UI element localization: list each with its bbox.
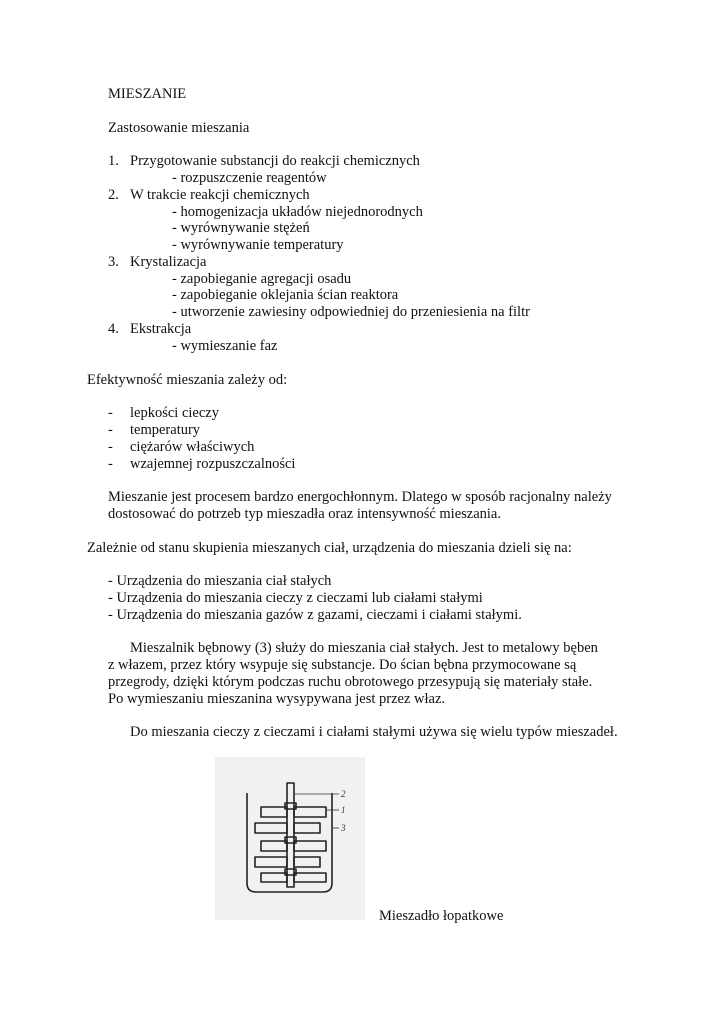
mixer-shaft xyxy=(287,783,294,887)
paddle-mixer-figure xyxy=(215,757,365,920)
bullet-item: temperatury xyxy=(130,422,201,438)
paragraph-line: Do mieszania cieczy z cieczami i ciałami stałymi używa się wielu typów mieszadeł. xyxy=(130,724,618,740)
bullet-dash: - xyxy=(108,422,113,438)
list-item: Ekstrakcja xyxy=(130,321,192,337)
device-item: - Urządzenia do mieszania cieczy z cieczami lub ciałami stałymi xyxy=(108,590,483,606)
figure-caption: Mieszadło łopatkowe xyxy=(379,908,504,924)
bullet-item: lepkości cieczy xyxy=(130,405,219,421)
paddle-blade xyxy=(294,807,326,817)
bullet-dash: - xyxy=(108,439,113,455)
list-subitem: - rozpuszczenie reagentów xyxy=(172,170,327,186)
list-subitem: - wyrównywanie stężeń xyxy=(172,220,310,236)
list-subitem: - zapobieganie oklejania ścian reaktora xyxy=(172,287,399,303)
paddle-blade xyxy=(294,873,326,882)
paddle-blade xyxy=(261,873,287,882)
device-item: - Urządzenia do mieszania ciał stałych xyxy=(108,573,332,589)
paragraph-line: Mieszanie jest procesem bardzo energochłonnym. Dlatego w sposób racjonalny należy xyxy=(108,489,612,505)
list-number: 1. xyxy=(108,153,119,169)
document-title: MIESZANIE xyxy=(108,86,187,102)
efficiency-heading: Efektywność mieszania zależy od: xyxy=(87,372,288,388)
paddle-mixer-diagram xyxy=(215,757,365,920)
paddle-blade xyxy=(261,841,287,851)
paddle-blade xyxy=(261,807,287,817)
list-subitem: - wymieszanie faz xyxy=(172,338,278,354)
paragraph-line: Mieszalnik bębnowy (3) służy do mieszania ciał stałych. Jest to metalowy bęben xyxy=(130,640,598,656)
device-item: - Urządzenia do mieszania gazów z gazami, cieczami i ciałami stałymi. xyxy=(108,607,522,623)
devices-heading: Zależnie od stanu skupienia mieszanych ciał, urządzenia do mieszania dzieli się na: xyxy=(87,540,572,556)
paragraph-line: z włazem, przez który wsypuje się substancje. Do ścian bębna przymocowane są xyxy=(108,657,577,673)
list-item: Krystalizacja xyxy=(130,254,207,270)
list-number: 3. xyxy=(108,254,119,270)
list-subitem: - zapobieganie agregacji osadu xyxy=(172,271,352,287)
paragraph-line: Po wymieszaniu mieszanina wysypywana jest przez właz. xyxy=(108,691,446,707)
bullet-dash: - xyxy=(108,456,113,472)
paragraph-line: przegrody, dzięki którym podczas ruchu obrotowego przesypują się materiały stałe. xyxy=(108,674,593,690)
list-number: 2. xyxy=(108,187,119,203)
figure-label: 3 xyxy=(341,823,346,833)
paddle-blade xyxy=(255,823,287,833)
bullet-item: ciężarów właściwych xyxy=(130,439,255,455)
list-subitem: - homogenizacja układów niejednorodnych xyxy=(172,204,423,220)
bullet-dash: - xyxy=(108,405,113,421)
list-item: W trakcie reakcji chemicznych xyxy=(130,187,310,203)
figure-label: 2 xyxy=(341,789,346,799)
paddle-blade xyxy=(294,823,320,833)
list-subitem: - utworzenie zawiesiny odpowiedniej do przeniesienia na filtr xyxy=(172,304,530,320)
paragraph-line: dostosować do potrzeb typ mieszadła oraz intensywność mieszania. xyxy=(108,506,501,522)
paddle-blade xyxy=(294,857,320,867)
section-subtitle: Zastosowanie mieszania xyxy=(108,120,250,136)
bullet-item: wzajemnej rozpuszczalności xyxy=(130,456,296,472)
figure-label: 1 xyxy=(341,805,346,815)
paddle-blade xyxy=(255,857,287,867)
list-item: Przygotowanie substancji do reakcji chemicznych xyxy=(130,153,420,169)
list-subitem: - wyrównywanie temperatury xyxy=(172,237,344,253)
paddle-blade xyxy=(294,841,326,851)
list-number: 4. xyxy=(108,321,119,337)
